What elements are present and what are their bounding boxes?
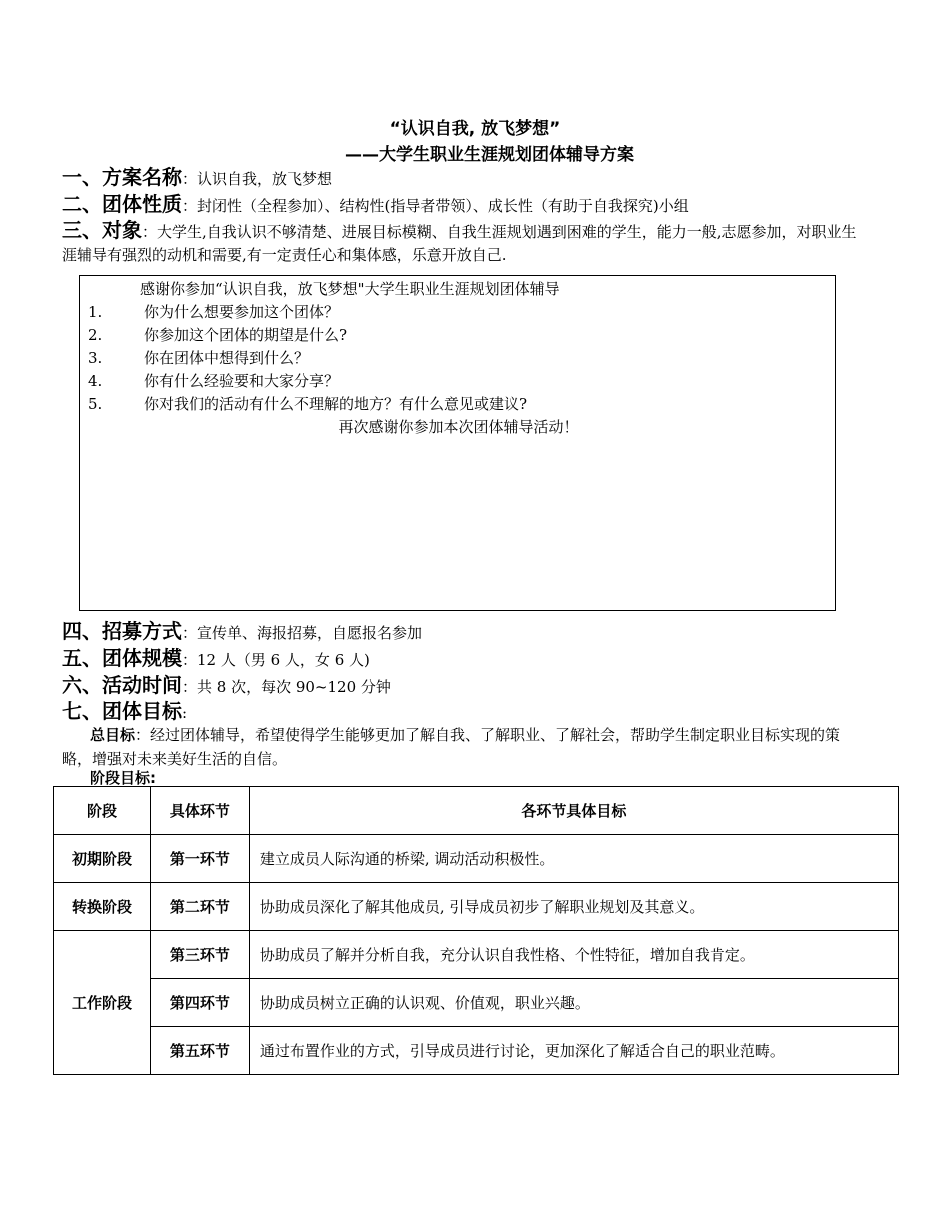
section-text: ：共 8 次，每次 90~120 分钟 [182, 678, 391, 696]
goal-cell: 协助成员树立正确的认识观、价值观，职业兴趣。 [249, 979, 898, 1027]
table-row [54, 883, 899, 931]
step-cell: 第三环节 [150, 931, 249, 979]
goal-cell: 协助成员了解并分析自我，充分认识自我性格、个性特征，增加自我肯定。 [249, 931, 898, 979]
question-item [88, 347, 309, 368]
questionnaire-box [79, 275, 836, 611]
section-text: : [182, 704, 188, 722]
step-cell: 第二环节 [150, 883, 249, 931]
stage-goals-label: 阶段目标: [90, 769, 156, 787]
question-text: 你参加这个团体的期望是什么? [144, 326, 348, 344]
step-cell: 第四环节 [150, 979, 249, 1027]
overall-goal-text: ：经过团体辅导，希望使得学生能够更加了解自我、了解职业、了解社会，帮助学生制定职业目标实现的策略，增强对未来美好生活的自信。 [62, 726, 841, 768]
table-row [54, 979, 899, 1027]
question-text: 你有什么经验要和大家分享？ [144, 372, 340, 390]
section-group-size [62, 645, 370, 673]
doc-title: “认识自我, 放飞梦想” [389, 119, 561, 139]
section-heading: 四、招募方式 [62, 619, 182, 643]
table-row [54, 1027, 899, 1075]
question-number: 2. [88, 326, 103, 344]
section-target [62, 219, 862, 267]
table-header-row [54, 787, 899, 835]
column-header: 具体环节 [150, 787, 249, 835]
section-text: ：封闭性（全程参加）、结构性(指导者带领）、成长性（有助于自我探究)小组 [182, 197, 689, 215]
question-item [88, 370, 339, 391]
questionnaire-thanks: 再次感谢你参加本次团体辅导活动！ [338, 418, 579, 436]
column-header: 阶段 [54, 787, 151, 835]
stage-cell: 工作阶段 [54, 931, 151, 1075]
question-item [88, 393, 527, 414]
section-heading: 三、对象 [62, 218, 142, 242]
goal-cell: 建立成员人际沟通的桥梁, 调动活动积极性。 [249, 835, 898, 883]
section-text: ：宣传单、海报招募，自愿报名参加 [182, 624, 423, 642]
question-item [88, 324, 347, 345]
section-text: ：12 人（男 6 人，女 6 人) [182, 651, 370, 669]
section-text: ：认识自我，放飞梦想 [182, 170, 333, 188]
stage-cell: 转换阶段 [54, 883, 151, 931]
question-text: 你为什么想要参加这个团体？ [144, 303, 340, 321]
doc-subtitle: ——大学生职业生涯规划团体辅导方案 [345, 145, 634, 165]
section-heading: 五、团体规模 [62, 646, 182, 670]
question-item [88, 301, 339, 322]
question-number: 1. [88, 303, 103, 321]
section-recruitment [62, 618, 422, 646]
overall-goal [62, 723, 862, 771]
overall-goal-label: 总目标 [90, 726, 136, 744]
question-text: 你对我们的活动有什么不理解的地方？有什么意见或建议? [144, 395, 528, 413]
section-group-nature [62, 191, 689, 219]
question-number: 4. [88, 372, 103, 390]
question-text: 你在团体中想得到什么？ [144, 349, 310, 367]
questionnaire-intro: 感谢你参加“认识自我，放飞梦想"大学生职业生涯规划团体辅导 [140, 280, 560, 298]
question-number: 3. [88, 349, 103, 367]
column-header: 各环节具体目标 [249, 787, 898, 835]
step-cell: 第一环节 [150, 835, 249, 883]
section-text: ：大学生,自我认识不够清楚、进展目标模糊、自我生涯规划遇到困难的学生，能力一般,志愿参加，对职业生涯辅导有强烈的动机和需要,有一定责任心和集体感，乐意开放自己. [62, 223, 857, 264]
section-heading: 七、团体目标 [62, 699, 182, 723]
section-activity-time [62, 672, 391, 700]
goal-cell: 协助成员深化了解其他成员, 引导成员初步了解职业规划及其意义。 [249, 883, 898, 931]
section-heading: 六、活动时间 [62, 673, 182, 697]
stage-goals-table [53, 786, 899, 1075]
section-heading: 一、方案名称 [62, 165, 182, 189]
table-row [54, 931, 899, 979]
stage-cell: 初期阶段 [54, 835, 151, 883]
question-number: 5. [88, 395, 103, 413]
section-heading: 二、团体性质 [62, 192, 182, 216]
section-group-goals [62, 698, 187, 726]
step-cell: 第五环节 [150, 1027, 249, 1075]
section-program-name [62, 164, 332, 192]
goal-cell: 通过布置作业的方式，引导成员进行讨论，更加深化了解适合自己的职业范畴。 [249, 1027, 898, 1075]
table-row [54, 835, 899, 883]
